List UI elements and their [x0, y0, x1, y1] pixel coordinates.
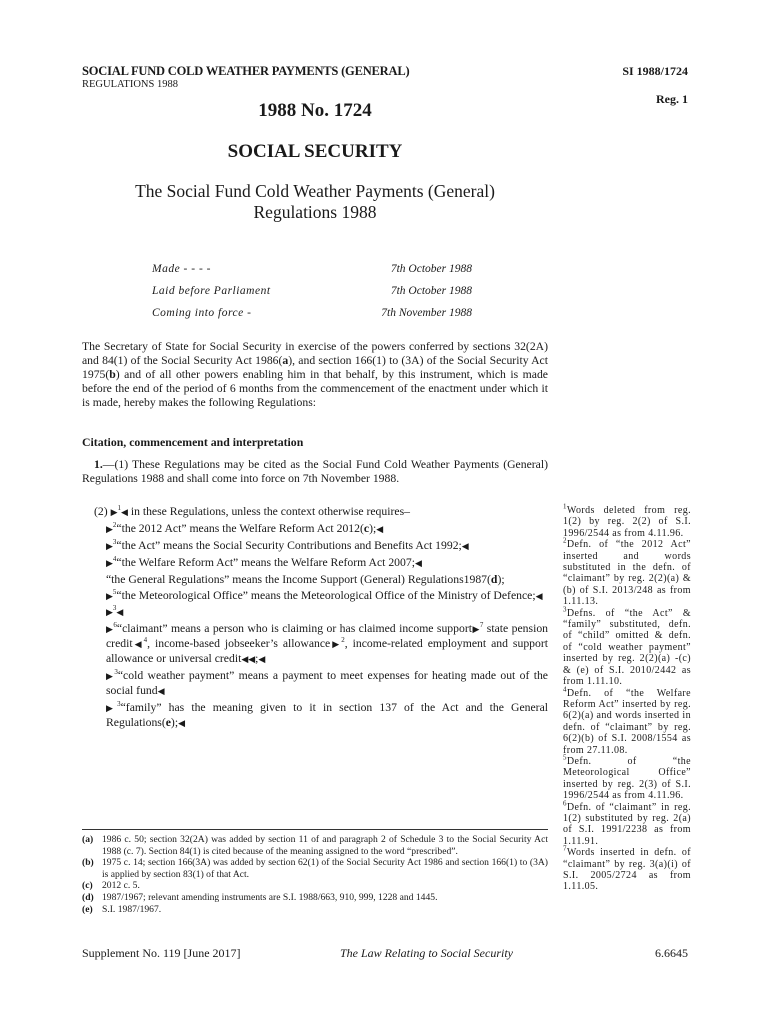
- definitions: [82, 505, 548, 733]
- amendment-open-icon: ▶: [106, 624, 114, 635]
- sidenote-ref[interactable]: 1: [117, 504, 121, 513]
- sidenote-number: 3: [563, 605, 567, 614]
- date-row-made: [152, 258, 472, 280]
- amendment-open-icon: ▶: [106, 557, 113, 568]
- footnote: [82, 880, 548, 892]
- section-heading: Citation, commencement and interpretation: [82, 435, 304, 449]
- running-subtitle: REGULATIONS 1988: [82, 79, 178, 90]
- sidenote-ref[interactable]: 7: [479, 621, 484, 630]
- definition-text: , income-based jobseeker’s allowance: [147, 637, 331, 651]
- sidenote-ref[interactable]: 4: [112, 554, 117, 563]
- definition-text: “the General Regulations” means the Income Support (General) Regulations1987(: [106, 572, 491, 586]
- amendment-close-icon: ◀: [241, 654, 249, 665]
- sidenote-number: 2: [563, 536, 567, 545]
- footnote-ref-b[interactable]: b: [109, 367, 116, 381]
- amendment-close-icon: ◀: [178, 717, 185, 728]
- definition-family: [82, 701, 548, 731]
- running-title: SOCIAL FUND COLD WEATHER PAYMENTS (GENERAL): [82, 64, 410, 78]
- amendment-close-icon: ◀: [461, 540, 469, 551]
- amendment-close-icon: ◀: [116, 607, 124, 618]
- publication-title: The Law Relating to Social Security: [340, 946, 513, 960]
- sidenote-ref[interactable]: 5: [112, 587, 117, 596]
- preamble-text: ), and section 166(1) to (3A) of the Social Security Act 1975(: [82, 353, 548, 381]
- instrument-title: [82, 181, 548, 223]
- amendment-close-icon: ◀: [258, 654, 266, 665]
- amendment-open-icon: ▶: [106, 590, 113, 601]
- footnote-ref-e[interactable]: e: [165, 715, 171, 729]
- preamble-text: The Secretary of State for Social Security in exercise of the powers conferred by sections 32(2A) and 84(1) of the Social Security Act 1986(: [82, 340, 548, 367]
- definition-end: );: [170, 715, 179, 729]
- preamble: [82, 340, 548, 410]
- footnote-divider: [82, 829, 548, 830]
- amendment-close-icon: ◀: [535, 590, 543, 601]
- footnote-key: (a): [82, 834, 94, 845]
- supplement-label: Supplement No. 119 [June 2017]: [82, 946, 241, 960]
- amendment-open-icon: ▶: [106, 702, 118, 713]
- date-label: Laid before Parliament: [152, 285, 271, 297]
- definition-2012-act: [82, 522, 548, 537]
- definition-claimant: ▶$^6$“claimant” means a person who is claiming or has claimed income support▶$^7$ state pension credit◀$^4$, income-based jobseeker’s allowance▶$^2$, income-related employment and support allowance or universal credit◀◀;◀: [106, 621, 549, 666]
- definition-text: “the 2012 Act” means the Welfare Reform Act 2012(: [116, 521, 364, 535]
- instrument-number: 1988 No. 1724: [258, 100, 372, 121]
- amendment-close-icon: ◀: [120, 507, 128, 517]
- amendment-close-icon: ◀: [376, 523, 384, 534]
- sidenote: [563, 844, 691, 893]
- sidenote-text: Defns. of “the Act” & “family” substituted, defn. of “child” omitted & defn. of “cold weather payment” inserted by reg. 2(2)(a) -(c) & (e) of S.I. 2010/2442 as from 1.11.10.: [563, 607, 691, 688]
- page-number: 6.6645: [655, 946, 688, 960]
- footnote-ref-c[interactable]: c: [363, 521, 370, 535]
- footnote-text: 1987/1967; relevant amending instruments are S.I. 1988/663, 910, 999, 1228 and 1445.: [102, 891, 438, 903]
- sidenote: [563, 685, 691, 756]
- sidenote-number: 5: [563, 753, 567, 762]
- footnote-key: (e): [82, 903, 93, 915]
- sidenote-number: 6: [563, 799, 567, 808]
- definition-meteorological-office: [82, 589, 548, 604]
- date-value: 7th October 1988: [390, 263, 472, 275]
- sidenote-text: Words deleted from reg. 1(2) by reg. 2(2) of S.I. 1996/2544 as from 4.11.96.: [563, 505, 691, 539]
- sidenote-ref[interactable]: 2: [112, 521, 117, 530]
- definition-text: “claimant” means a person who is claiming or has claimed income support: [116, 622, 472, 636]
- definition-the-act: [82, 539, 548, 554]
- regulation-text: —(1) These Regulations may be cited as the Social Fund Cold Weather Payments (General) Regulations 1988 and shall come into force on 7th November 1988.: [82, 458, 548, 485]
- amendment-close-icon: ◀: [248, 654, 256, 665]
- sidenote-text: Defn. of “the Welfare Reform Act” inserted by reg. 6(2)(a) and words inserted in defn. of “claimant” by reg. 6(2)(b) of S.I. 2008/1554 as from 27.11.08.: [563, 687, 691, 756]
- amendment-open-icon: ▶: [106, 671, 115, 682]
- regulation-number: 1.: [94, 458, 103, 471]
- definition-text: state pension credit: [106, 622, 549, 651]
- definition-omitted: [82, 605, 548, 620]
- sidenote-number: 1: [563, 502, 567, 511]
- sidenote-ref[interactable]: 6: [113, 621, 117, 630]
- date-label: Made - - - -: [152, 263, 212, 275]
- amendment-open-icon: ▶: [106, 540, 113, 551]
- footnote-key: (c): [82, 880, 93, 892]
- sidenote-ref[interactable]: 4: [143, 636, 148, 645]
- sidenote: [563, 605, 691, 688]
- date-value: 7th October 1988: [390, 285, 472, 297]
- sidenote-ref[interactable]: 3: [112, 537, 117, 546]
- footnote-ref-d[interactable]: d: [490, 572, 498, 586]
- sidenotes: [563, 502, 691, 893]
- footnote-text: 2012 c. 5.: [102, 880, 140, 892]
- sidenote-text: Defn. of “the 2012 Act” inserted and words substituted in the defn. of “claimant” by reg. 2(2)(a) & (b) of S.I. 2013/248 as from 1.11.13.: [563, 539, 691, 608]
- definition-general-regulations: [82, 573, 548, 587]
- definition-cold-weather-payment: [82, 669, 548, 699]
- title-line-1: The Social Fund Cold Weather Payments (General): [135, 181, 495, 201]
- sidenote-text: Defn. of “the Meteorological Office” inserted by reg. 2(3) of S.I. 1996/2544 as from 4.11.96.: [563, 755, 691, 802]
- amendment-close-icon: ◀: [414, 557, 422, 568]
- dates-table: [152, 258, 472, 324]
- regulation-1-para-1: [82, 458, 548, 486]
- date-value: 7th November 1988: [381, 307, 472, 319]
- definition-text: , income-related employment and support allowance or universal credit: [106, 637, 548, 666]
- sidenote-number: 4: [563, 685, 567, 694]
- sidenote-text: Defn. of “claimant” in reg. 1(2) substituted by reg. 2(a) of S.I. 1991/2238 as from 1.11.91.: [563, 801, 691, 847]
- footnote: [82, 904, 548, 916]
- definition-welfare-reform-act: [82, 556, 548, 571]
- para-number: (2): [94, 505, 111, 518]
- amendment-open-icon: ▶: [106, 523, 113, 534]
- sidenote-ref[interactable]: 3: [112, 604, 117, 613]
- footnote-ref-a[interactable]: a: [282, 353, 289, 367]
- definition-text: “the Meteorological Office” means the Meteorological Office of the Ministry of Defence;: [116, 588, 536, 602]
- footnote: [82, 857, 548, 880]
- sidenote: [563, 536, 691, 608]
- definitions-intro: [82, 505, 548, 520]
- amendment-open-icon: ▶: [330, 639, 342, 650]
- amendment-close-icon: ◀: [157, 685, 165, 696]
- sidenote-ref[interactable]: 3: [114, 668, 118, 677]
- definition-text: “cold weather payment” means a payment to meet expenses for heating made out of the social fund: [106, 669, 548, 697]
- sidenote-text: Words inserted in defn. of “claimant” by reg. 3(a)(i) of S.I. 2005/2724 as from 1.11.05.: [563, 847, 691, 893]
- footnote-text: 1975 c. 14; section 166(3A) was added by section 62(1) of the Social Security Act 1986 and section 166(1) to (3A) is applied by section 83(1) of that Act.: [102, 857, 548, 880]
- title-line-2: Regulations 1988: [253, 202, 377, 222]
- amendment-open-icon: ▶: [471, 624, 480, 635]
- amendment-open-icon: ▶: [110, 507, 118, 517]
- footnote: [82, 834, 548, 857]
- instrument-subject: SOCIAL SECURITY: [227, 141, 403, 162]
- definitions-intro-text: in these Regulations, unless the context otherwise requires–: [127, 505, 410, 518]
- footnote-text: S.I. 1987/1967.: [102, 903, 162, 915]
- amendment-open-icon: ▶: [106, 607, 113, 618]
- footnotes: [82, 834, 548, 915]
- footnote: [82, 892, 548, 904]
- definition-text: “the Welfare Reform Act” means the Welfare Reform Act 2007;: [116, 555, 415, 569]
- footnote-key: (b): [82, 857, 94, 869]
- definition-text: “the Act” means the Social Security Contributions and Benefits Act 1992;: [116, 538, 462, 552]
- footnote-text: 1986 c. 50; section 32(2A) was added by section 11 of and paragraph 2 of Schedule 3 to the Social Security Act 1988 (c. 7). Section 84(1) is cited because of the meaning assigned to the word “prescribed”.: [102, 834, 548, 857]
- preamble-text: ) and of all other powers enabling him in that behalf, by this instrument, which is made before the end of the period of 6 months from the commencement of the enactment under which it is made, hereby makes the following Regulations:: [82, 367, 548, 409]
- date-label: Coming into force -: [152, 307, 252, 319]
- date-row-laid: [152, 280, 472, 302]
- definition-end: );: [497, 572, 505, 586]
- sidenote: [563, 502, 691, 539]
- regulation-reference: Reg. 1: [656, 92, 688, 106]
- si-reference: SI 1988/1724: [622, 64, 688, 78]
- sidenote-ref[interactable]: 2: [341, 636, 345, 645]
- definition-end: );: [369, 521, 377, 535]
- sidenote-number: 7: [563, 844, 567, 853]
- footnote-key: (d): [82, 891, 94, 903]
- definition-text: “family” has the meaning given to it in section 137 of the Act and the General Regulations(: [106, 700, 549, 729]
- sidenote-ref[interactable]: 3: [117, 699, 121, 708]
- sidenote: [563, 799, 691, 848]
- date-row-force: [152, 302, 472, 324]
- amendment-close-icon: ◀: [132, 639, 144, 650]
- sidenote: [563, 753, 691, 802]
